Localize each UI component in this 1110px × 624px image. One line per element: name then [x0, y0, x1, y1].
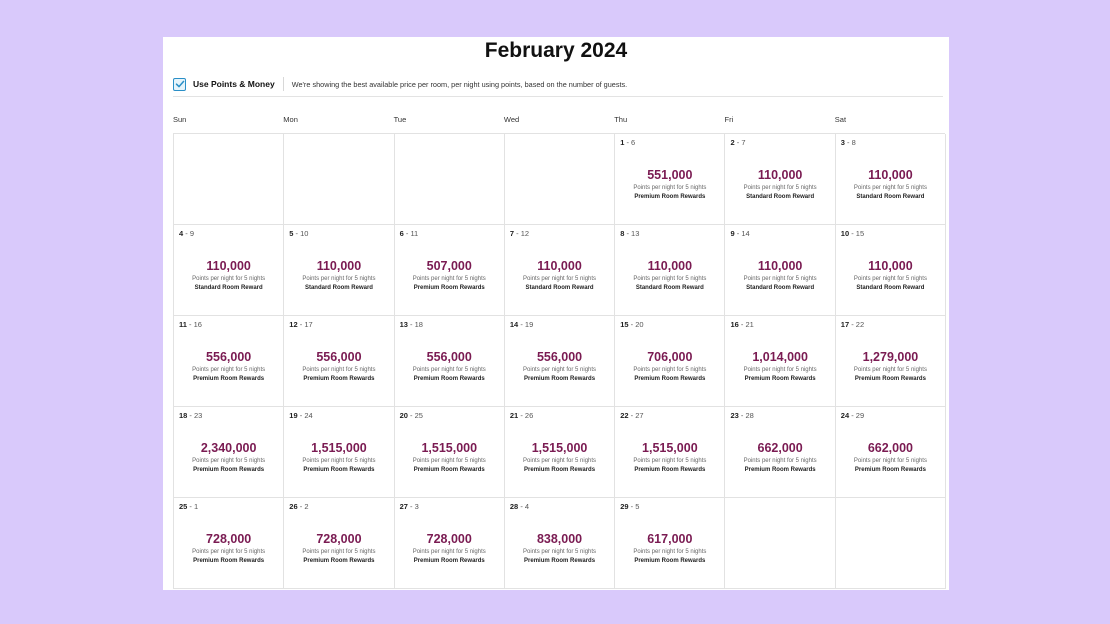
room-type: Standard Room Reward — [304, 285, 373, 291]
points-price: 728,000 — [316, 532, 362, 546]
points-price: 838,000 — [536, 532, 583, 546]
date-range — [179, 411, 202, 420]
start-date: 28 — [509, 502, 519, 511]
calendar-day-cell[interactable] — [615, 407, 725, 498]
end-date: 7 — [741, 138, 746, 147]
room-type: Standard Room Reward — [746, 194, 815, 200]
end-date: 24 — [304, 411, 313, 420]
points-caption: Points per night for 5 nights — [192, 367, 266, 373]
start-date: 16 — [730, 320, 739, 329]
date-separator: - — [628, 502, 636, 511]
calendar-day-cell[interactable] — [725, 407, 835, 498]
date-separator: - — [518, 320, 525, 329]
date-range — [510, 502, 529, 511]
room-type: Standard Room Reward — [635, 285, 704, 291]
start-date: 4 — [179, 229, 184, 238]
checkmark-icon — [175, 79, 185, 89]
points-price: 728,000 — [206, 532, 252, 546]
points-price: 556,000 — [316, 350, 362, 364]
points-price: 2,340,000 — [200, 441, 257, 455]
points-caption: Points per night for 5 nights — [633, 458, 707, 464]
date-separator: - — [518, 411, 525, 420]
weekday-label: Wed — [503, 115, 520, 124]
room-type: Premium Room Rewards — [303, 376, 375, 382]
date-range — [841, 138, 856, 147]
calendar-day-cell[interactable] — [836, 134, 946, 225]
end-date: 10 — [300, 229, 309, 238]
points-caption: Points per night for 5 nights — [192, 276, 266, 282]
end-date: 28 — [745, 411, 754, 420]
points-price: 1,279,000 — [862, 350, 919, 364]
points-toolbar — [173, 73, 943, 95]
start-date: 18 — [179, 411, 188, 420]
end-date: 8 — [851, 138, 856, 147]
calendar-day-cell[interactable] — [395, 407, 505, 498]
month-title: February 2024 — [484, 39, 628, 62]
end-date: 26 — [524, 411, 534, 420]
date-range — [289, 502, 308, 511]
points-caption: Points per night for 5 nights — [523, 549, 597, 555]
date-range — [400, 502, 419, 511]
end-date: 11 — [410, 229, 419, 238]
date-separator: - — [849, 411, 856, 420]
date-separator: - — [297, 502, 305, 511]
room-type: Premium Room Rewards — [744, 376, 816, 382]
weekday-label: Thu — [614, 115, 628, 124]
date-range — [620, 320, 643, 329]
points-caption: Points per night for 5 nights — [743, 458, 817, 464]
calendar-day-cell[interactable] — [505, 498, 615, 589]
end-date: 17 — [304, 320, 313, 329]
end-date: 2 — [304, 502, 309, 511]
end-date: 16 — [193, 320, 202, 329]
points-price: 706,000 — [647, 350, 693, 364]
end-date: 4 — [524, 502, 530, 511]
calendar-day-cell[interactable] — [284, 407, 394, 498]
points-caption: Points per night for 5 nights — [302, 367, 376, 373]
start-date: 26 — [289, 502, 298, 511]
end-date: 20 — [635, 320, 644, 329]
date-separator: - — [297, 320, 305, 329]
room-type: Premium Room Rewards — [524, 376, 596, 382]
room-type: Premium Room Rewards — [634, 558, 706, 564]
date-separator: - — [849, 320, 856, 329]
weekday-label: Tue — [393, 115, 407, 124]
end-date: 13 — [631, 229, 640, 238]
date-range — [510, 229, 529, 238]
points-price: 1,515,000 — [311, 441, 367, 455]
calendar-day-cell[interactable] — [615, 498, 725, 589]
calendar-day-cell[interactable] — [395, 316, 505, 407]
calendar-day-cell[interactable] — [615, 134, 725, 225]
end-date: 29 — [855, 411, 865, 420]
calendar-day-cell[interactable] — [174, 498, 284, 589]
date-separator: - — [187, 502, 195, 511]
calendar-day-cell[interactable] — [505, 407, 615, 498]
start-date: 12 — [289, 320, 298, 329]
room-type: Premium Room Rewards — [193, 467, 265, 473]
points-price: 556,000 — [426, 350, 472, 364]
room-type: Standard Room Reward — [525, 285, 594, 291]
date-range — [841, 229, 864, 238]
points-price: 1,515,000 — [421, 441, 478, 455]
calendar-day-cell[interactable] — [395, 498, 505, 589]
date-separator: - — [297, 411, 305, 420]
calendar-day-cell[interactable] — [725, 316, 835, 407]
room-type: Premium Room Rewards — [303, 558, 375, 564]
points-price: 110,000 — [757, 168, 803, 182]
calendar-cell-empty — [836, 498, 946, 589]
header-divider — [173, 96, 943, 97]
start-date: 11 — [179, 320, 187, 329]
date-separator: - — [628, 320, 636, 329]
calendar-day-cell[interactable] — [836, 316, 946, 407]
points-price: 110,000 — [868, 168, 913, 182]
points-caption: Points per night for 5 nights — [853, 185, 927, 191]
room-type: Premium Room Rewards — [744, 467, 816, 473]
points-caption: Points per night for 5 nights — [302, 276, 376, 282]
points-price: 662,000 — [867, 441, 914, 455]
points-caption: Points per night for 5 nights — [412, 458, 486, 464]
end-date: 5 — [635, 502, 640, 511]
room-type: Premium Room Rewards — [413, 558, 485, 564]
date-separator: - — [734, 229, 742, 238]
calendar-day-cell[interactable] — [615, 225, 725, 316]
end-date: 19 — [524, 320, 534, 329]
date-range — [841, 320, 864, 329]
end-date: 15 — [855, 229, 865, 238]
room-type: Standard Room Reward — [856, 285, 925, 291]
end-date: 14 — [741, 229, 750, 238]
points-price: 551,000 — [647, 168, 693, 182]
calendar-day-cell[interactable] — [725, 225, 835, 316]
use-points-label[interactable]: Use Points & Money — [193, 79, 275, 89]
room-type: Premium Room Rewards — [413, 467, 485, 473]
calendar-day-cell[interactable] — [174, 407, 284, 498]
start-date: 13 — [399, 320, 408, 329]
date-separator: - — [187, 411, 195, 420]
points-price: 617,000 — [647, 532, 693, 546]
points-caption: Points per night for 5 nights — [633, 276, 707, 282]
start-date: 21 — [509, 411, 519, 420]
calendar-day-cell[interactable] — [284, 225, 394, 316]
date-range — [730, 411, 753, 420]
points-caption: Points per night for 5 nights — [743, 367, 817, 373]
date-separator: - — [628, 411, 636, 420]
date-separator: - — [407, 411, 415, 420]
points-price: 110,000 — [206, 259, 251, 273]
room-type: Premium Room Rewards — [524, 558, 596, 564]
points-caption: Points per night for 5 nights — [853, 367, 927, 373]
start-date: 1 — [620, 138, 625, 147]
room-type: Standard Room Reward — [856, 194, 925, 200]
calendar-cell-empty — [284, 134, 394, 225]
date-separator: - — [518, 502, 525, 511]
start-date: 14 — [509, 320, 519, 329]
date-separator: - — [403, 229, 411, 238]
room-type: Premium Room Rewards — [524, 467, 596, 473]
end-date: 25 — [414, 411, 423, 420]
calendar-day-cell[interactable] — [174, 225, 284, 316]
calendar-day-cell[interactable] — [836, 407, 946, 498]
end-date: 23 — [194, 411, 203, 420]
date-range — [400, 320, 423, 329]
points-price: 110,000 — [868, 259, 913, 273]
date-range — [400, 411, 423, 420]
date-range — [510, 411, 533, 420]
date-range — [730, 320, 753, 329]
calendar-day-cell[interactable] — [505, 225, 615, 316]
calendar-cell-empty — [174, 134, 284, 225]
points-price: 110,000 — [316, 259, 362, 273]
room-type: Premium Room Rewards — [634, 467, 706, 473]
points-price: 1,515,000 — [531, 441, 588, 455]
room-type: Premium Room Rewards — [193, 558, 265, 564]
room-type: Premium Room Rewards — [854, 376, 926, 382]
points-caption: Points per night for 5 nights — [853, 276, 927, 282]
date-range — [730, 138, 745, 147]
points-caption: Points per night for 5 nights — [302, 458, 376, 464]
date-separator: - — [624, 229, 632, 238]
toolbar-divider — [283, 77, 284, 91]
calendar-cell-empty — [725, 498, 835, 589]
date-separator: - — [738, 320, 746, 329]
end-date: 6 — [631, 138, 636, 147]
start-date: 23 — [730, 411, 739, 420]
room-type: Premium Room Rewards — [634, 376, 706, 382]
start-date: 5 — [289, 229, 294, 238]
points-caption: Points per night for 5 nights — [633, 549, 707, 555]
calendar-day-cell[interactable] — [174, 316, 284, 407]
weekday-label: Sat — [834, 115, 847, 124]
room-type: Standard Room Reward — [746, 285, 815, 291]
end-date: 9 — [189, 229, 195, 238]
points-caption: Points per night for 5 nights — [412, 549, 486, 555]
start-date: 19 — [289, 411, 298, 420]
start-date: 8 — [620, 229, 625, 238]
date-range — [620, 229, 639, 238]
date-separator: - — [844, 138, 852, 147]
start-date: 25 — [179, 502, 188, 511]
start-date: 6 — [399, 229, 404, 238]
date-range — [730, 229, 749, 238]
points-price: 1,014,000 — [752, 350, 808, 364]
end-date: 18 — [414, 320, 423, 329]
date-range — [179, 229, 194, 238]
points-price: 556,000 — [536, 350, 583, 364]
room-type: Premium Room Rewards — [854, 467, 926, 473]
start-date: 22 — [620, 411, 629, 420]
points-price: 507,000 — [426, 259, 472, 273]
calendar-day-cell[interactable] — [284, 498, 394, 589]
room-type: Premium Room Rewards — [303, 467, 375, 473]
start-date: 24 — [840, 411, 850, 420]
points-caption: Points per night for 5 nights — [412, 276, 486, 282]
start-date: 2 — [730, 138, 735, 147]
points-price: 662,000 — [757, 441, 803, 455]
date-range — [179, 320, 202, 329]
date-separator: - — [186, 320, 194, 329]
date-range — [179, 502, 198, 511]
points-price: 110,000 — [757, 259, 803, 273]
start-date: 27 — [399, 502, 408, 511]
end-date: 27 — [635, 411, 644, 420]
points-price: 110,000 — [647, 259, 693, 273]
date-separator: - — [624, 138, 632, 147]
start-date: 9 — [730, 229, 735, 238]
end-date: 21 — [745, 320, 754, 329]
calendar-cell-empty — [505, 134, 615, 225]
start-date: 3 — [840, 138, 845, 147]
points-caption: Points per night for 5 nights — [192, 458, 266, 464]
points-caption: Points per night for 5 nights — [633, 367, 707, 373]
room-type: Premium Room Rewards — [413, 376, 485, 382]
date-range — [841, 411, 864, 420]
date-separator: - — [514, 229, 521, 238]
points-price: 1,515,000 — [642, 441, 698, 455]
start-date: 10 — [840, 229, 850, 238]
points-caption: Points per night for 5 nights — [523, 276, 597, 282]
date-separator: - — [734, 138, 742, 147]
points-caption: Points per night for 5 nights — [743, 185, 817, 191]
calendar-day-cell[interactable] — [395, 225, 505, 316]
start-date: 20 — [399, 411, 408, 420]
points-price: 110,000 — [537, 259, 582, 273]
room-type: Premium Room Rewards — [413, 285, 485, 291]
calendar-day-cell[interactable] — [615, 316, 725, 407]
points-caption: Points per night for 5 nights — [412, 367, 486, 373]
calendar-grid — [173, 133, 945, 589]
points-caption: Points per night for 5 nights — [302, 549, 376, 555]
date-range — [400, 229, 419, 238]
calendar-cell-empty — [395, 134, 505, 225]
date-range — [620, 411, 643, 420]
room-type: Premium Room Rewards — [634, 194, 706, 200]
use-points-checkbox[interactable] — [173, 78, 186, 91]
end-date: 3 — [414, 502, 419, 511]
points-price: 556,000 — [206, 350, 252, 364]
date-separator: - — [407, 320, 415, 329]
calendar-card — [163, 37, 949, 590]
date-range — [289, 320, 312, 329]
date-range — [289, 411, 312, 420]
date-range — [620, 138, 635, 147]
end-date: 22 — [855, 320, 865, 329]
points-caption: Points per night for 5 nights — [633, 185, 707, 191]
points-caption: Points per night for 5 nights — [743, 276, 817, 282]
weekday-header — [173, 115, 945, 124]
date-range — [510, 320, 533, 329]
start-date: 15 — [620, 320, 629, 329]
points-caption: Points per night for 5 nights — [853, 458, 927, 464]
date-separator: - — [738, 411, 746, 420]
end-date: 1 — [194, 502, 199, 511]
calendar-day-cell[interactable] — [505, 316, 615, 407]
weekday-label: Sun — [173, 115, 187, 124]
start-date: 29 — [620, 502, 629, 511]
room-type: Standard Room Reward — [194, 285, 263, 291]
room-type: Premium Room Rewards — [193, 376, 265, 382]
weekday-label: Mon — [283, 115, 298, 124]
points-caption: Points per night for 5 nights — [523, 367, 597, 373]
date-separator: - — [293, 229, 301, 238]
date-separator: - — [183, 229, 190, 238]
pricing-info-text: We're showing the best available price per room, per night using points, based on the number of guests. — [291, 79, 628, 89]
date-separator: - — [849, 229, 856, 238]
calendar-day-cell[interactable] — [284, 316, 394, 407]
date-range — [620, 502, 639, 511]
calendar-day-cell[interactable] — [836, 225, 946, 316]
date-separator: - — [407, 502, 415, 511]
start-date: 7 — [509, 229, 515, 238]
points-caption: Points per night for 5 nights — [192, 549, 266, 555]
points-price: 728,000 — [426, 532, 472, 546]
start-date: 17 — [840, 320, 850, 329]
calendar-day-cell[interactable] — [725, 134, 835, 225]
end-date: 12 — [520, 229, 530, 238]
points-caption: Points per night for 5 nights — [523, 458, 597, 464]
weekday-label: Fri — [724, 115, 734, 124]
date-range — [289, 229, 308, 238]
